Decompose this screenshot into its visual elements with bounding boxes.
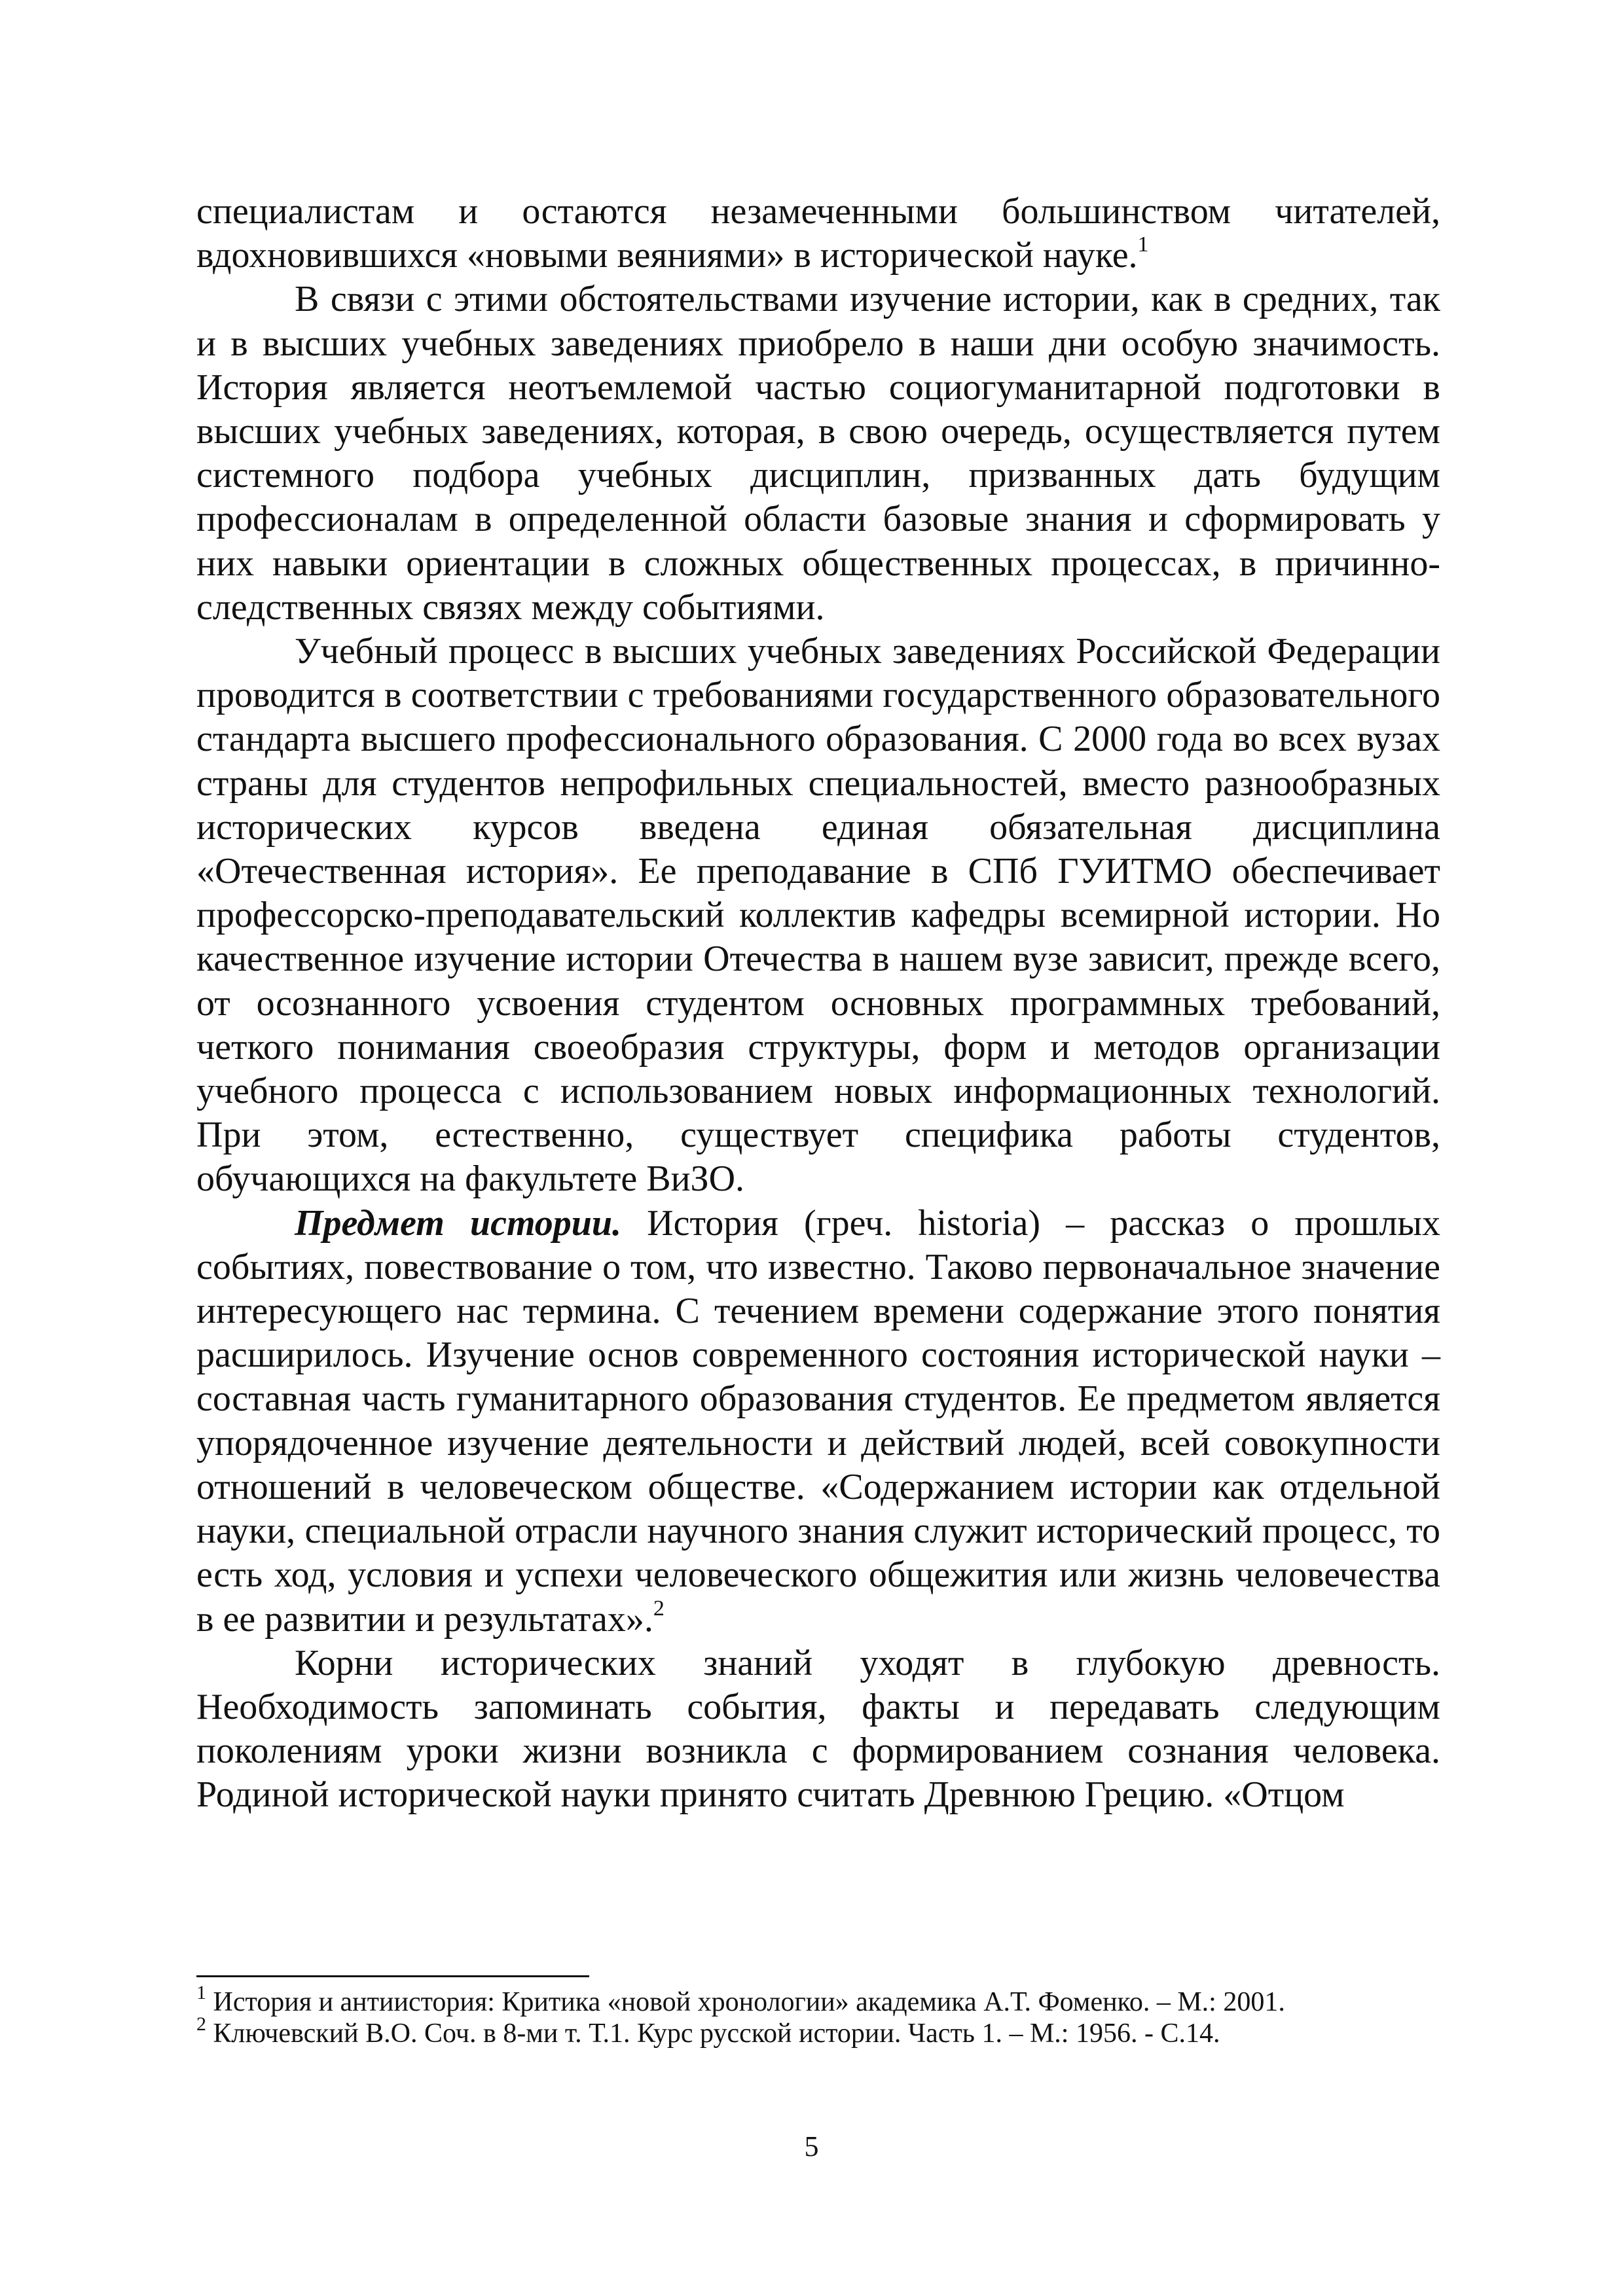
paragraph-1 — [196, 190, 1440, 278]
footnote-2-text: Ключевский В.О. Соч. в 8-ми т. Т.1. Курс русской истории. Часть 1. – М.: 1956. - С.14. — [213, 2018, 1220, 2049]
section-heading-subject-of-history: Предмет истории. — [295, 1202, 622, 1244]
paragraph-5 — [196, 1641, 1440, 1818]
footnote-1-mark: 1 — [196, 1982, 206, 2003]
footnote-ref-2: 2 — [653, 1596, 665, 1621]
paragraph-4-text: История (греч. historia) – рассказ о прошлых событиях, повествование о том, что известно. Таково первоначальное значение интересующего нас термина. С течением времени содержание этого понятия расширилось. Изучение основ современного состояния исторической науки – составная часть гуманитарного образования студентов. Ее предметом является упорядоченное изучение деятельности и действий людей, всей совокупности отношений в человеческом обществе. «Содержанием истории как отдельной науки, специальной отрасли научного знания служит исторический процесс, то есть ход, условия и успехи человеческого общежития или жизнь человечества в ее развитии и результатах». — [196, 1202, 1440, 1640]
paragraph-3 — [196, 630, 1440, 1202]
paragraph-3-text: Учебный процесс в высших учебных заведениях Российской Федерации проводится в соответствии с требованиями государственного образовательного стандарта высшего профессионального образования. С 2000 года во всех вузах страны для студентов непрофильных специальностей, вместо разнообразных исторических курсов введена единая обязательная дисциплина «Отечественная история». Ее преподавание в СПб ГУИТМО обеспечивает профессорско-преподавательский коллектив кафедры всемирной истории. Но качественное изучение истории Отечества в нашем вузе зависит, прежде всего, от осознанного усвоения студентом основных программных требований, четкого понимания своеобразия структуры, форм и методов организации учебного процесса с использованием новых информационных технологий. При этом, естественно, существует специфика работы студентов, обучающихся на факультете ВиЗО. — [196, 631, 1440, 1200]
paragraph-4 — [196, 1202, 1440, 1641]
paragraph-2 — [196, 278, 1440, 630]
paragraph-1-text: специалистам и остаются незамеченными большинством читателей, вдохновившихся «новыми веяниями» в исторической науке. — [196, 191, 1440, 276]
footnote-2 — [196, 2013, 1440, 2049]
footnotes — [196, 1982, 1440, 2049]
footnote-1 — [196, 1982, 1440, 2018]
footnote-ref-1: 1 — [1137, 232, 1149, 257]
footnote-separator — [196, 1975, 589, 1977]
body-text — [196, 190, 1440, 1818]
footnote-2-mark: 2 — [196, 2013, 206, 2035]
paragraph-2-text: В связи с этими обстоятельствами изучение истории, как в средних, так и в высших учебных заведениях приобрело в наши дни особую значимость. История является неотъемлемой частью социогуманитарной подготовки в высших учебных заведениях, которая, в свою очередь, осуществляется путем системного подбора учебных дисциплин, призванных дать будущим профессионалам в определенной области базовые знания и сформировать у них навыки ориентации в сложных общественных процессах, в причинно-следственных связях между событиями. — [196, 279, 1440, 628]
paragraph-5-text: Корни исторических знаний уходят в глубокую древность. Необходимость запоминать события, факты и передавать следующим поколениям уроки жизни возникла с формированием сознания человека. Родиной исторической науки принято считать Древнюю Грецию. «Отцом — [196, 1642, 1440, 1816]
page-number: 5 — [804, 2130, 819, 2162]
footnote-1-text: История и антиистория: Критика «новой хронологии» академика А.Т. Фоменко. – М.: 2001. — [213, 1987, 1285, 2017]
